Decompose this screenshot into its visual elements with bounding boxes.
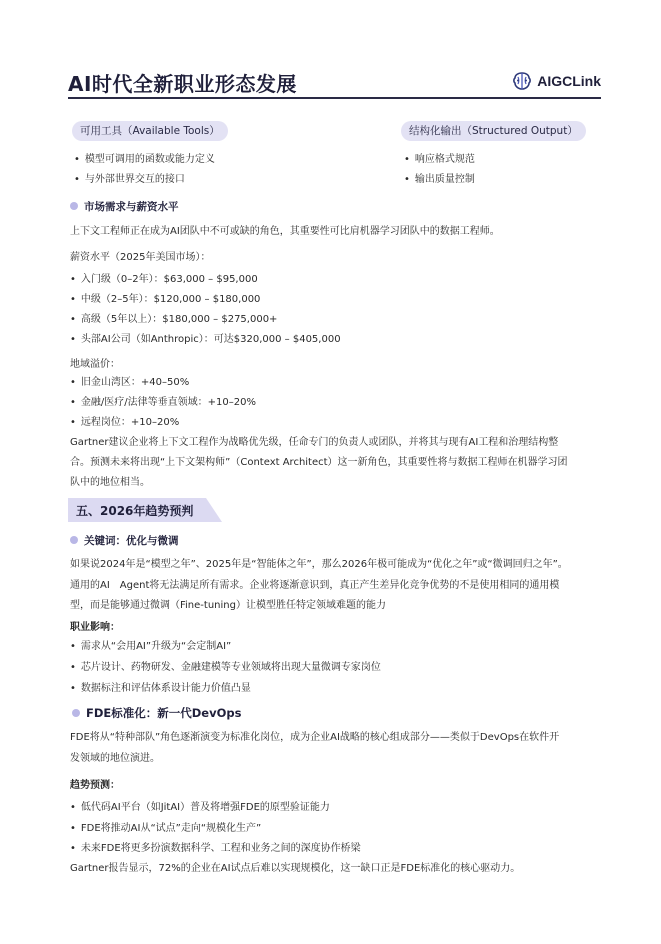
- list-item: • FDE将推动AI从“试点”走向“规模化生产”: [70, 819, 261, 834]
- page-header: [68, 68, 601, 98]
- available-tools-pill: 可用工具（Available Tools）: [72, 121, 228, 141]
- market-heading: 市场需求与薪资水平: [70, 199, 179, 214]
- paragraph-line: 通用的AI Agent将无法满足所有需求。企业将逐渐意识到，真正产生差异化竞争优势的不是使用相同的通用模: [70, 580, 560, 591]
- list-item: • 需求从“会用AI”升级为“会定制AI”: [70, 637, 231, 652]
- market-intro: 上下文工程师正在成为AI团队中不可或缺的角色，其重要性可比肩机器学习团队中的数据工程师。: [70, 226, 500, 237]
- list-item: • 数据标注和评估体系设计能力价值凸显: [70, 679, 251, 694]
- structured-output-pill: 结构化输出（Structured Output）: [401, 121, 586, 141]
- trend-label: 趋势预测：: [70, 780, 120, 791]
- list-item: • 金融/医疗/法律等垂直领域：+10–20%: [70, 393, 256, 408]
- list-item: • 旧金山湾区：+40–50%: [70, 373, 189, 388]
- paragraph-line: 如果说2024年是“模型之年”、2025年是“智能体之年”，那么2026年极可能成为“优化之年”或“微调回归之年”。: [70, 559, 568, 570]
- list-item: • 高级（5年以上）：$180,000 – $275,000+: [70, 310, 277, 325]
- section-five-title: 五、2026年趋势预判: [76, 504, 194, 518]
- header-divider: [68, 97, 601, 99]
- list-item: • 芯片设计、药物研发、金融建模等专业领域将出现大量微调专家岗位: [70, 658, 381, 673]
- list-item: • 输出质量控制: [404, 170, 475, 185]
- list-item: • 与外部世界交互的接口: [74, 170, 185, 185]
- closing-paragraph: Gartner报告显示，72%的企业在AI试点后难以实现规模化，这一缺口正是FDE标准化的核心驱动力。: [70, 863, 521, 874]
- list-item: • 低代码AI平台（如JitAI）普及将增强FDE的原型验证能力: [70, 798, 330, 813]
- fde-heading: FDE标准化：新一代DevOps: [72, 705, 241, 721]
- logo-text: AIGCLink: [537, 73, 601, 89]
- list-item: • 头部AI公司（如Anthropic）：可达$320,000 – $405,000: [70, 330, 341, 345]
- bullet-dot-icon: [70, 536, 78, 544]
- impact-label: 职业影响：: [70, 622, 120, 633]
- list-item: • 入门级（0–2年）：$63,000 – $95,000: [70, 270, 258, 285]
- list-item: • 响应格式规范: [404, 150, 475, 165]
- list-item: • 未来FDE将更多扮演数据科学、工程和业务之间的深度协作桥梁: [70, 839, 361, 854]
- paragraph-line: 发领域的地位演进。: [70, 753, 160, 764]
- paragraph-line: 队中的地位相当。: [70, 477, 150, 488]
- keyword-heading: 关键词：优化与微调: [70, 533, 179, 548]
- brain-icon: [511, 70, 533, 92]
- paragraph-line: FDE将从“特种部队”角色逐渐演变为标准化岗位，成为企业AI战略的核心组成部分——类似于DevOps在软件开: [70, 732, 560, 743]
- section-five-banner: [68, 498, 222, 522]
- page-title: AI时代全新职业形态发展: [68, 72, 297, 96]
- list-item: • 远程岗位：+10–20%: [70, 413, 179, 428]
- paragraph-line: Gartner建议企业将上下文工程作为战略优先级，任命专门的负责人或团队，并将其与现有AI工程和治理结构整: [70, 437, 559, 448]
- paragraph-line: 合。预测未来将出现“上下文架构师”（Context Architect）这一新角色，其重要性将与数据工程师在机器学习团: [70, 457, 568, 468]
- aigclink-logo: [511, 70, 601, 92]
- list-item: • 模型可调用的函数或能力定义: [74, 150, 215, 165]
- bullet-dot-icon: [72, 709, 80, 717]
- region-label: 地域溢价：: [70, 359, 120, 370]
- paragraph-line: 型，而是能够通过微调（Fine-tuning）让模型胜任特定领域难题的能力: [70, 600, 386, 611]
- salary-label: 薪资水平（2025年美国市场）：: [70, 252, 211, 263]
- bullet-dot-icon: [70, 202, 78, 210]
- list-item: • 中级（2–5年）：$120,000 – $180,000: [70, 290, 260, 305]
